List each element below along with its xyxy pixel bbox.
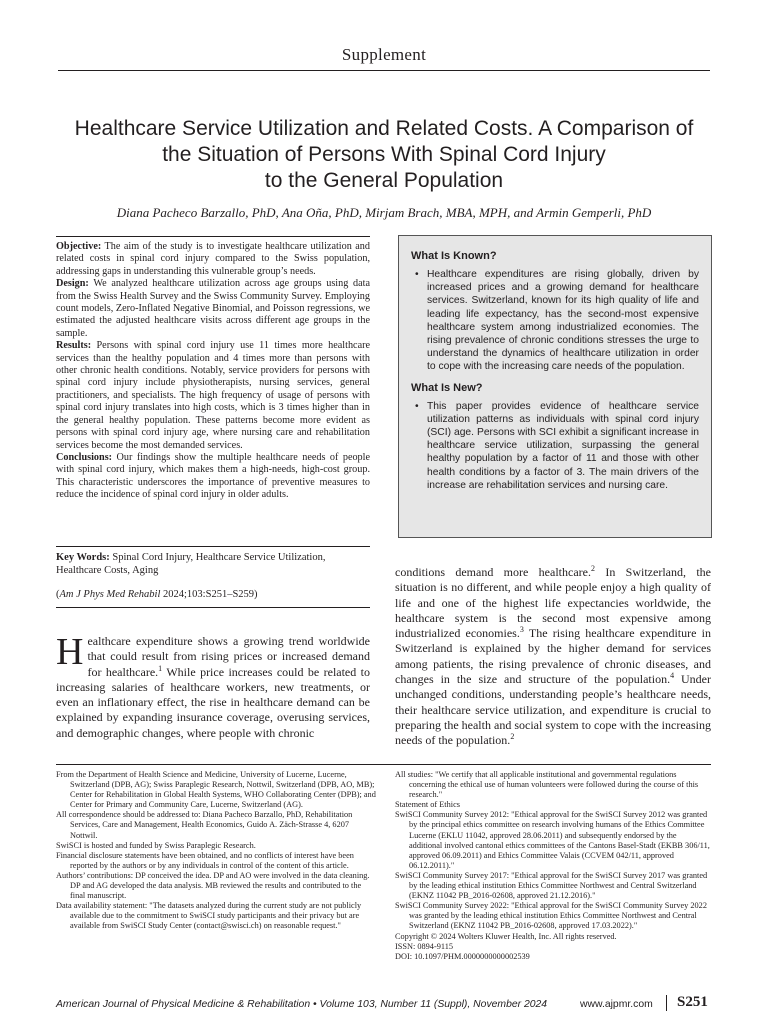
article-title — [40, 116, 728, 194]
abstract-design — [56, 278, 370, 340]
reference-marker: 2 — [510, 732, 515, 742]
abstract-objective — [56, 241, 370, 278]
footnote: SwiSCI Community Survey 2012: "Ethical approval for the SwiSCI Survey 2012 was granted by the principal ethics committee on research involving humans of the Ethics Committee Lucerne (EKLU 11042, approved 28.06.2011) and subsequently endorsed by the additional involved cantonal ethics committees of the Cantons Basel-Stadt (EKBB 306/11, approved 06.09.2011) and Ethics Committee Valais (CCVEM 042/11, approved 06.12.2011)." — [395, 810, 710, 870]
objective-text: The aim of the study is to investigate healthcare utilization and related costs in spinal cord injury compared to the Swiss population, addressing gaps in understanding this vulnerable group’s needs. — [56, 241, 370, 277]
body-text: ealthcare expenditure shows a growing trend worldwide that could result from rising prices or increased demand for healthcare. — [87, 634, 370, 679]
footnote: All correspondence should be addressed to: Diana Pacheco Barzallo, PhD, Rehabilitation Services, Care and Management, Health Economics, Guido A. Zäch-Strasse 4, 6207 Nottwil. — [56, 810, 353, 840]
citation-journal: Am J Phys Med Rehabil — [59, 589, 161, 600]
new-item: • This paper provides evidence of healthcare service utilization patterns as individuals with spinal cord injury (SCI) age. Persons with SCI exhibit a significant increase in healthcare service utilization, surpassing the general healthy population by a factor of 11 and those with other health conditions by a factor of 3. The main drivers of the increase are rehabilitation services and nursing care. — [411, 400, 699, 492]
body-text: conditions demand more healthcare. — [395, 565, 591, 579]
footer-journal: American Journal of Physical Medicine & Rehabilitation • Volume 103, Number 11 (Suppl), November 2024 — [56, 999, 548, 1010]
reference-marker: 3 — [519, 625, 524, 635]
highlights-box — [398, 235, 712, 538]
title-line: Healthcare Service Utilization and Related Costs. A Comparison of — [74, 117, 694, 140]
body-text: The rising healthcare expenditure in Switzerland is explained by the higher demand for services among patients, the rising prevalence of chronic diseases, and changes in the size and structure of the population. — [395, 626, 711, 687]
footnote: Statement of Ethics — [395, 800, 460, 810]
footnote-rule — [56, 764, 711, 765]
footnote: DOI: 10.1097/PHM.0000000000002539 — [395, 951, 530, 961]
section-label: Supplement — [341, 45, 427, 64]
reference-marker: 4 — [670, 671, 675, 681]
footnote: SwiSCI Community Survey 2017: "Ethical approval for the SwiSCI Survey 2017 was granted by the leading ethical institution Ethics Committee Northwest and Central Switzerland (EKNZ 11042 PB_2016-02608, approved 21.12.2016)." — [395, 870, 708, 901]
title-line: the Situation of Persons With Spinal Cord Injury — [162, 143, 606, 166]
keywords-text: Spinal Cord Injury, Healthcare Service Utilization, Healthcare Costs, Aging — [56, 552, 326, 576]
results-label: Results: — [56, 340, 92, 352]
footnote: All studies: "We certify that all applicable institutional and governmental regulations concerning the ethical use of human volunteers were followed during the course of this research." — [395, 770, 699, 800]
known-item: • Healthcare expenditures are rising globally, driven by increased prices and a growing demand for healthcare services. Switzerland, known for its high quality of life and leading life expectancy, has the second-most expensive healthcare system among industrialized economies. The rising prevalence of chronic conditions stresses the urge to understand the dynamics of healthcare utilization in order to cope with the increasing care needs of the population. — [411, 268, 699, 374]
new-heading: What Is New? — [411, 381, 483, 394]
results-text: Persons with spinal cord injury use 11 times more healthcare services than the healthy population and 4 times more than persons with other chronic health conditions. Notably, service providers for persons with spinal cord injury include physiotherapists, nursing services, general practitioners, and specialists. The high frequency of usage of persons with spinal cord injury translates into high costs, which is 3 times higher than in the general healthy population. These patterns become more evident as persons with spinal cord injury age, where nursing care and rehabilitation services become the most demanded services. — [56, 340, 371, 451]
footnote: Copyright © 2024 Wolters Kluwer Health, Inc. All rights reserved. — [395, 931, 617, 941]
abstract-bottom-rule — [56, 546, 370, 547]
citation: (Am J Phys Med Rehabil 2024;103:S251–S259) — [56, 589, 258, 600]
keywords — [56, 551, 370, 577]
design-label: Design: — [56, 278, 89, 290]
abstract — [56, 241, 370, 502]
citation-rule — [56, 607, 370, 608]
footnote: ISSN: 0894-9115 — [395, 941, 454, 951]
footnote: Data availability statement: "The datasets analyzed during the current study are not publicly available due to the commitment to SwiSCI study participants and their privacy but are available from SwiSCI Study Center (contact@swisci.ch) on reasonable request." — [56, 901, 362, 931]
conclusions-text: Our findings show the multiple healthcare needs of people with spinal cord injury, which makes them a high-needs, high-cost group. This characteristic underscores the importance of preventive measures to reduce the incidence of spinal cord injury in older adults. — [56, 451, 371, 501]
footnote: SwiSCI is hosted and funded by Swiss Paraplegic Research. — [56, 840, 256, 850]
body-text: In Switzerland, the situation is no different, and while people enjoy a high quality of life and one of the highest life expectancies worldwide, the healthcare system is the second most expensive among industrialized economies. — [395, 565, 711, 641]
reference-marker: 1 — [158, 663, 163, 673]
objective-label: Objective: — [56, 241, 102, 252]
keywords-label: Key Words: — [56, 552, 110, 563]
body-column-right — [395, 565, 711, 749]
footnote: Authors’ contributions: DP conceived the idea. DP and AO were involved in the data cleaning. DP and AG developed the data analysis. MB reviewed the results and contributed to the final manuscript. — [56, 870, 370, 901]
footer-divider — [666, 995, 667, 1011]
known-heading: What Is Known? — [411, 250, 497, 262]
abstract-conclusions — [56, 452, 370, 502]
new-list — [411, 400, 699, 492]
reference-marker: 2 — [590, 564, 595, 573]
drop-cap: H — [56, 631, 84, 673]
footnote: SwiSCI Community Survey 2022: "Ethical approval for the SwiSCI Community Survey 2022 was granted by the leading ethical institution Ethics Committee Northwest and Central Switzerland (EKNZ 11042 PB_2016-02608, approved 17.03.2022)." — [395, 901, 707, 931]
footer-website: www.ajpmr.com — [580, 999, 653, 1010]
design-text: We analyzed healthcare utilization across age groups using data from the Swiss Health Survey and the Swiss Community Survey. Employing count models, Zero-Inflated Negative Binomial, and Poisson regressions, we estimated the adjusted healthcare visits across different age groups in the sample. — [56, 278, 370, 339]
abstract-top-rule — [56, 236, 370, 237]
footnote: Financial disclosure statements have been obtained, and no conflicts of interest have been reported by the authors or by any individuals in control of the content of this article. — [56, 850, 354, 870]
footnotes-right — [395, 770, 711, 962]
body-column-left — [56, 631, 370, 741]
known-list — [411, 268, 699, 374]
citation-details: 2024;103:S251–S259) — [160, 589, 258, 600]
footnotes-left — [56, 770, 376, 932]
body-text: Under unchanged conditions, understanding people’s healthcare needs, their healthcare service utilization, and expenditure is crucial to preparing the health and social system to cope with the increasing needs of the population. — [395, 672, 712, 748]
header-rule — [58, 70, 710, 71]
abstract-results — [56, 340, 370, 452]
conclusions-label: Conclusions: — [56, 451, 113, 463]
author-list: Diana Pacheco Barzallo, PhD, Ana Oña, PhD, Mirjam Brach, MBA, MPH, and Armin Gemperli, PhD — [116, 205, 652, 220]
page-number: S251 — [677, 994, 708, 1010]
footnote: From the Department of Health Science and Medicine, University of Lucerne, Lucerne, Switzerland (DPB, AG); Swiss Paraplegic Research, Nottwil, Switzerland (DPB, AO, MB); Center for Rehabilitation in Global Health Systems, WHO Collaborating Center (DPB); and Center for Primary and Community Care, Lucerne, Switzerland (AG). — [56, 770, 376, 810]
title-line: to the General Population — [264, 169, 504, 192]
body-text: While price increases could be related to increasing salaries of healthcare workers, new treatments, or even an inflationary effect, the rise in healthcare demand can be explained by expanding insurance coverage, overusing services, and demographic changes, where people with chronic — [56, 664, 370, 740]
